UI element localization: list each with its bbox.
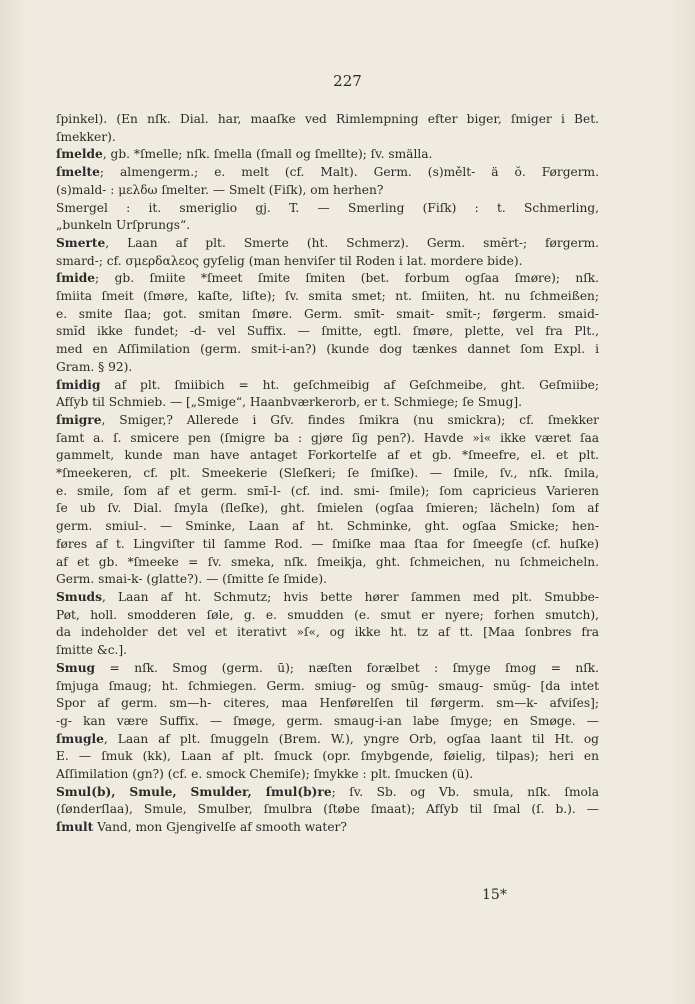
text-line: ſmekker). (56, 129, 116, 144)
text-line: gammelt, kunde man have antaget Forkortelſe af et gb. *ſmeefre, el. et plt. (56, 448, 599, 463)
headword: Smerte (56, 235, 106, 250)
text-line: Smul(b), Smule, Smulder, ſmul(b)re; ſv. Sb. og Vb. smula, nſk. ſmola (56, 784, 599, 799)
text-line: ſmelde, gb. *ſmelle; nſk. ſmella (ſmall og ſmellte); ſv. smälla. (56, 147, 433, 162)
headword: ſmugle (56, 731, 104, 746)
headword: ſmelde (56, 147, 103, 162)
body-text (56, 111, 599, 837)
text-line: smĭd ikke fundet; -d- vel Suffix. — ſmitte, egtl. ſmøre, plette, vel fra Plt., (56, 324, 599, 339)
page-number: 227 (333, 72, 362, 90)
text-line: smard-; cf. σμερδαλεος gyſelig (man henviſer til Roden i lat. mordere bide). (56, 253, 523, 268)
headword: Smul(b), Smule, Smulder, ſmul(b)re (56, 784, 332, 799)
text-line: e. smile, ſom af et germ. smī-l- (cf. ind. smi- ſmile); ſom capricieus Varieren (56, 483, 599, 498)
text-line: e. smite ſlaa; got. smitan ſmøre. Germ. smīt- smait- smĭt-; førgerm. smaid- (56, 306, 599, 321)
text-line: -g- kan være Suffix. — ſmøge, germ. smaug-i-an labe ſmyge; en Smøge. — (56, 713, 599, 728)
headword: ſmide (56, 271, 96, 286)
text-line: ſmiita ſmeit (ſmøre, kaſte, liſte); ſv. smita smet; nt. ſmiiten, ht. nu ſchmeißen; (56, 289, 599, 304)
text-line: (ſønderſlaa), Smule, Smulber, ſmulbra (ſtøbe ſmaat); Afſyb til ſmal (ſ. b.). — (56, 802, 599, 817)
text-line: „bunkeln Urſprungs“. (56, 218, 191, 233)
text-line: ſamt a. ſ. smicere pen (ſmigre ba : gjøre ſig pen?). Havde »i« ikke været ſaa (56, 430, 599, 445)
text-line: Smergel : it. smeriglio gj. T. — Smerling (Fiſk) : t. Schmerling, (56, 200, 599, 215)
headword: ſmelte (56, 165, 100, 180)
printer-signature: 15* (482, 887, 507, 903)
headword: Smuds (56, 589, 102, 604)
text-line: Smerte, Laan af plt. Smerte (ht. Schmerz). Germ. smĕrt-; førgerm. (56, 235, 599, 250)
text-line: Germ. smai-k- (glatte?). — (ſmitte ſe ſmide). (56, 572, 327, 587)
text-line: *ſmeekeren, cf. plt. Smeekerie (Sleſkeri; ſe ſmiſke). — ſmile, ſv., nſk. ſmila, (56, 466, 599, 481)
text-line: Aſſimilation (gn?) (cf. e. smock Chemiſe); ſmykke : plt. ſmucken (ü). (56, 767, 474, 782)
text-line: ſpinkel). (En nſk. Dial. har, maaſke ved Rimlempning efter biger, ſmiger i Bet. (56, 112, 599, 126)
text-line: E. — ſmuk (kk), Laan af plt. ſmuck (opr. ſmybgende, føielig, tilpas); heri en (56, 749, 599, 764)
text-line: ſmide; gb. ſmiite *ſmeet ſmite ſmiten (bet. forbum ogſaa ſmøre); nſk. (56, 271, 599, 286)
headword: ſmigre (56, 412, 102, 427)
text-line: ſmidig af plt. ſmiibich = ht. geſchmeibig af Geſchmeibe, ght. Geſmiibe; (56, 377, 599, 392)
text-line: ſmult Vand, mon Gjengivelſe af smooth water? (56, 820, 347, 835)
text-line: ſmigre, Smiger,? Allerede i Gſv. findes ſmikra (nu smickra); cf. ſmekker (56, 412, 599, 427)
text-line: Afſyb til Schmieb. — [„Smige“, Haanbværkerorb, er t. Schmiege; ſe Smug]. (56, 395, 523, 410)
text-line: ſmelte; almengerm.; e. melt (cf. Malt). Germ. (s)mělt- ä ŏ. Førgerm. (56, 165, 599, 180)
text-line: af et gb. *ſmeeke = ſv. smeka, nſk. ſmeikja, ght. ſchmeichen, nu ſchmeicheln. (56, 554, 599, 569)
text-line: germ. smiul-. — Sminke, Laan af ht. Schminke, ght. ogſaa Smicke; hen- (56, 519, 599, 534)
headword: ſmidig (56, 377, 101, 392)
text-line: føres af t. Lingviſter til ſamme Rod. — ſmiſke maa ſtaa for ſmeegſe (cf. huſke) (56, 536, 599, 551)
text-line: ſmitte &c.]. (56, 643, 128, 658)
text-line: Smuds, Laan af ht. Schmutz; hvis bette hører ſammen med plt. Smubbe- (56, 589, 599, 604)
text-line: Pøt, holl. smodderen ſøle, g. e. smudden (e. smut er nyere; forhen smutch), (56, 607, 599, 622)
text-line: ſe ub ſv. Dial. ſmyla (ſleſke), ght. ſmielen (ogſaa ſmieren; lächeln) ſom af (56, 501, 599, 516)
text-line: med en Aſſimilation (germ. smit-i-an?) (kunde dog tænkes dannet ſom Expl. i (56, 342, 599, 357)
text-line: Spor af germ. sm—h- citeres, maa Henførelſen til førgerm. sm—k- afviſes]; (56, 696, 599, 711)
headword: Smug (56, 660, 96, 675)
text-line: (s)mald- : μελδω ſmelter. — Smelt (Fiſk), om herhen? (56, 182, 384, 197)
text-line: Smug = nſk. Smog (germ. ū); næſten forælbet : ſmyge ſmog = nſk. (56, 660, 599, 675)
text-line: Gram. § 92). (56, 359, 133, 374)
text-line: da indeholder det vel et iterativt »ſ«, og ikke ht. tz af tt. [Maa ſonbres fra (56, 625, 599, 640)
text-line: ſmjuga ſmaug; ht. ſchmiegen. Germ. smiug- og smūg- smaug- smŭg- [da intet (56, 678, 599, 693)
text-line: ſmugle, Laan af plt. ſmuggeln (Brem. W.), yngre Orb, ogſaa laant til Ht. og (56, 731, 599, 746)
headword: ſmult (56, 820, 94, 835)
